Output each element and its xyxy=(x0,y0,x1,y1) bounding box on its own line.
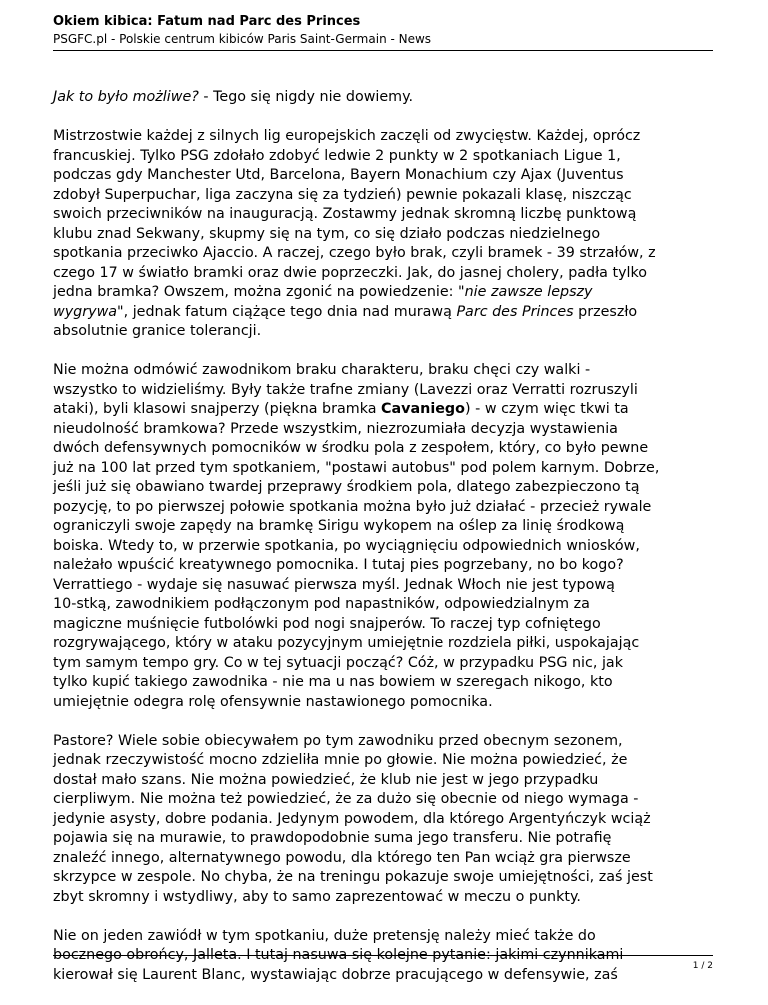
page-number: 1 / 2 xyxy=(692,961,713,971)
intro-paragraph: Jak to było możliwe? - Tego się nigdy nie dowiemy. xyxy=(53,89,414,105)
document-title: Okiem kibica: Fatum nad Parc des Princes xyxy=(53,14,361,29)
header-divider xyxy=(53,50,713,51)
paragraph-3: Pastore? Wiele sobie obiecywałem po tym zawodniku przed obecnym sezonem, jednak rzeczywistość mocno zdzieliła mnie po głowie. Nie można powiedzieć, że dostał mało szans. Nie można powiedzieć, że klub nie jest w jego przypadku cierpliwym. Nie można też powiedzieć, że za dużo się obecnie od niego wymaga - jedynie asysty, dobre podania. Jedynym powodem, dla którego Argentyńczyk wciąż pojawia się na murawie, to prawdopodobnie suma jego transferu. Nie potrafię znaleźć innego, alternatywnego powodu, dla którego ten Pan wciąż gra pierwsze skrzypce w zespole. No chyba, że na treningu pokazuje swoje umiejętności, zaś jest zbyt skromny i wstydliwy, aby to samo zaprezentować w meczu o punkty. xyxy=(53,732,653,905)
document-header xyxy=(53,14,713,47)
paragraph-2: Nie można odmówić zawodnikom braku charakteru, braku chęci czy walki - wszystko to widzieliśmy. Były także trafne zmiany (Lavezzi oraz Verratti rozruszyli ataki), byli klasowi snajperzy (piękna bramka Cavaniego) - w czym więc tkwi ta nieudolność bramkowa? Przede wszystkim, niezrozumiała decyzja wystawienia dwóch defensywnych pomocników w środku pola z zespołem, który, co było pewne już na 100 lat przed tym spotkaniem, "postawi autobus" pod polem karnym. Dobrze, jeśli już się obawiano twardej przeprawy środkiem pola, dlatego zabezpieczono tą pozycję, to po pierwszej połowie spotkania można było już działać - przecież rywale ograniczyli swoje zapędy na bramkę Sirigu wykopem na oślep za linię środkową boiska. Wtedy to, w przerwie spotkania, po wyciągnięciu odpowiednich wniosków, należało wpuścić kreatywnego pomocnika. I tutaj pies pogrzebany, no bo kogo? Verrattiego - wydaje się nasuwać pierwsza myśl. Jednak Włoch nie jest typową 10-stką, zawodnikiem podłączonym pod napastników, odpowiedzialnym za magiczne muśnięcie futbolówki pod nogi snajperów. To raczej typ cofniętego rozgrywającego, który w ataku pozycyjnym umiejętnie rozdziela piłki, uspokajając tym samym tempo gry. Co w tej sytuacji począć? Cóż, w przypadku PSG nic, jak tylko kupić takiego zawodnika - nie ma u nas bowiem w szeregach nikogo, kto umiejętnie odegra rolę ofensywnie nastawionego pomocnika. xyxy=(53,362,660,710)
quote-italic-end: wygrywa xyxy=(53,303,118,320)
footer-divider xyxy=(53,955,713,956)
stadium-name: Parc des Princes xyxy=(456,303,574,320)
document-subtitle: PSGFC.pl - Polskie centrum kibiców Paris Saint-Germain - News xyxy=(53,32,432,46)
intro-question: Jak to było możliwe? xyxy=(53,89,199,105)
paragraph-4: Nie on jeden zawiódł w tym spotkaniu, duże pretensję należy mieć także do bocznego obrońcy, Jalleta. I tutaj nasuwa się kolejne pytanie: jakimi czynnikami kierował się Laurent Blanc, wystawiając dobrze pracującego w defensywie, zaś xyxy=(53,927,624,983)
player-name-bold: Cavaniego xyxy=(381,401,465,417)
paragraph-1: Mistrzostwie każdej z silnych lig europejskich zaczęli od zwycięstw. Każdej, oprócz francuskiej. Tylko PSG zdołało zdobyć ledwie 2 punkty w 2 spotkaniach Ligue 1, podczas gdy Manchester Utd, Barcelona, Bayern Monachium czy Ajax (Juventus zdobył Superpuchar, liga zaczyna się za tydzień) pewnie pokazali klasę, niszcząc swoich przeciwników na inauguracją. Zostawmy jednak skromną liczbę punktową klubu znad Sekwany, skupmy się na tym, co się działo podczas niedzielnego spotkania przeciwko Ajaccio. A raczej, czego było brak, czyli bramek - 39 strzałów, z czego 17 w światło bramki oraz dwie poprzeczki. Jak, do jasnej cholery, padła tylko jedna bramka? Owszem, można zgonić na powiedzenie: "nie zawsze lepszy wygrywa", jednak fatum ciążące tego dnia nad murawą Parc des Princes przeszło absolutnie granice tolerancji. xyxy=(53,128,656,339)
article-body xyxy=(53,88,717,1005)
quote-italic: nie zawsze lepszy xyxy=(464,284,593,300)
